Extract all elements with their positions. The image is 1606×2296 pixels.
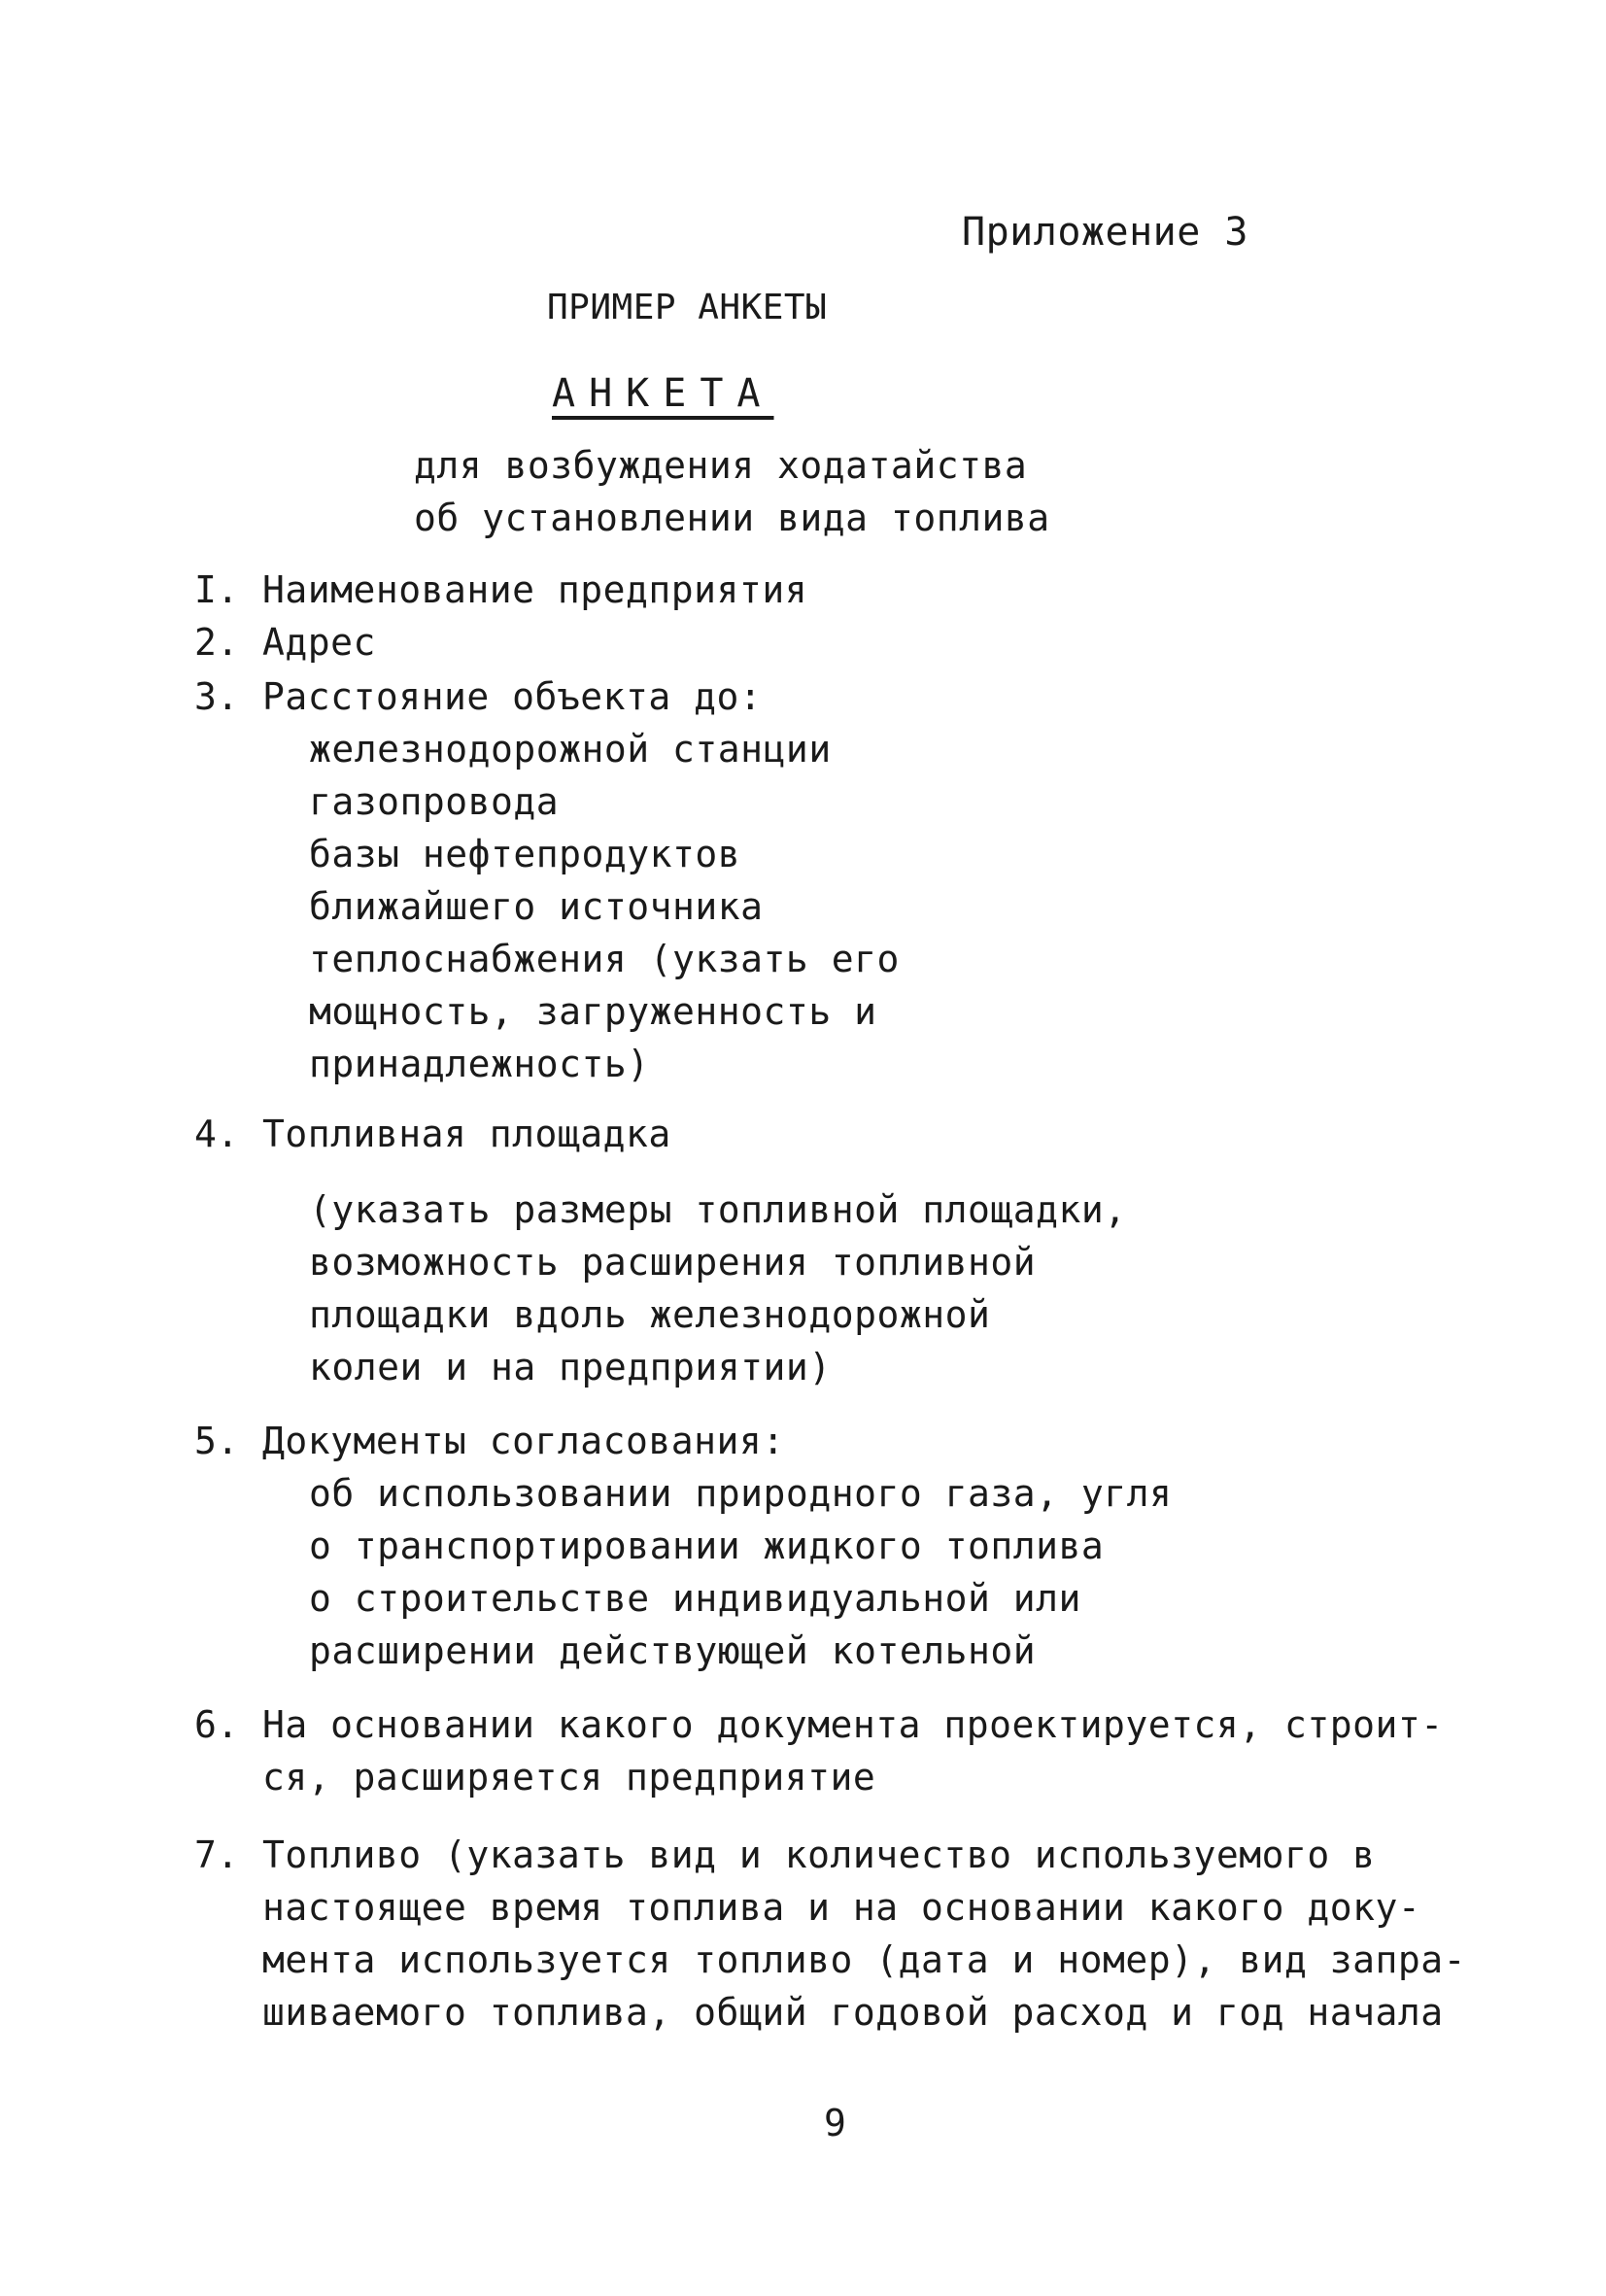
item-subline: ближайшего источника [309,885,764,928]
item-text: ся, расширяется предприятие [262,1756,876,1799]
item-text: настоящее время топлива и на основании какого доку- [262,1886,1421,1929]
appendix-label: Приложение 3 [962,210,1248,255]
item-subline: о транспортировании жидкого топлива [309,1525,1105,1567]
item-text: На основании какого документа проектируется, строит- [262,1703,1444,1746]
item-subline: площадки вдоль железнодорожной [309,1293,991,1336]
item-subline: возможность расширения топливной [309,1241,1037,1284]
page-number: 9 [824,2102,847,2144]
item-text: Топливо (указать вид и количество используемого в [262,1833,1376,1876]
form-title: АНКЕТА [552,371,774,416]
item-subline: мощность, загруженность и [309,990,877,1033]
item-text: шиваемого топлива, общий годовой расход и год начала [262,1991,1444,2034]
item-number: I. [194,568,239,611]
item-number: 6. [194,1703,239,1746]
item-text: Адрес [262,621,376,664]
item-subline: (указать размеры топливной площадки, [309,1188,1127,1231]
sample-title: ПРИМЕР АНКЕТЫ [547,288,828,327]
item-subline: расширении действующей котельной [309,1629,1037,1672]
item-text: Расстояние объекта до: [262,675,763,718]
item-number: 5. [194,1420,239,1462]
item-subline: железнодорожной станции [309,728,832,771]
item-number: 4. [194,1113,239,1155]
item-number: 3. [194,675,239,718]
subtitle-line: об установлении вида топлива [414,497,1050,539]
item-number: 2. [194,621,239,664]
item-subline: об использовании природного газа, угля [309,1472,1173,1515]
item-text: мента используется топливо (дата и номер), вид запра- [262,1938,1467,1981]
item-text: Документы согласования: [262,1420,785,1462]
item-subline: принадлежность) [309,1043,650,1085]
item-subline: колеи и на предприятии) [309,1346,832,1388]
item-subline: базы нефтепродуктов [309,833,741,875]
item-text: Наименование предприятия [262,568,808,611]
item-text: Топливная площадка [262,1113,671,1155]
item-subline: теплоснабжения (укзать его [309,938,900,980]
item-number: 7. [194,1833,239,1876]
item-subline: газопровода [309,780,560,823]
subtitle-line: для возбуждения ходатайства [414,444,1028,487]
item-subline: о строительстве индивидуальной или [309,1577,1081,1620]
